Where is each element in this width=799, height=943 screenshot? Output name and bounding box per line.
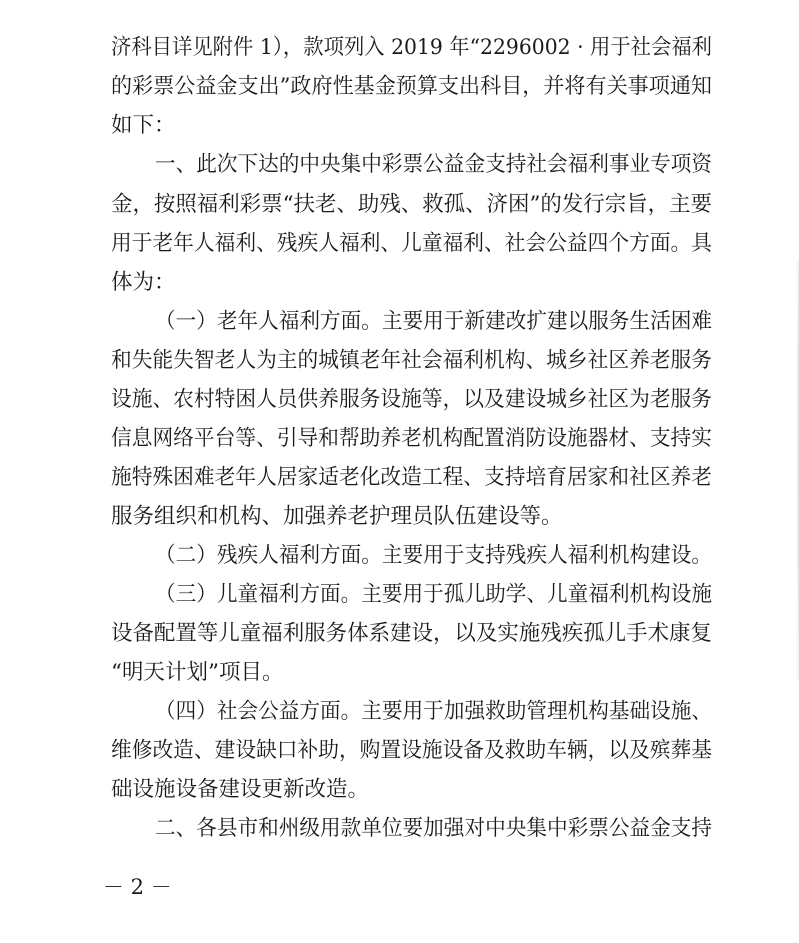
text-line-content: 一、此次下达的中央集中彩票公益金支持社会福利事业专项资 [155,152,713,177]
text-line-content: 济科目详见附件 1），款项列入 2019 年“2296002 · 用于社会福利 [111,35,713,60]
text-line-content: 和失能失智老人为主的城镇老年社会福利机构、城乡社区养老服务 [111,348,713,373]
page-number: － 2 － [103,875,172,899]
text-line-content: 金，按照福利彩票“扶老、助残、救孤、济困”的发行宗旨，主要 [111,192,712,217]
text-line-content: 的彩票公益金支出”政府性基金预算支出科目，并将有关事项通知 [111,74,712,99]
text-line-content: （一）老年人福利方面。主要用于新建改扩建以服务生活困难 [155,309,713,334]
text-line-content: 服务组织和机构、加强养老护理员队伍建设等。 [111,504,563,529]
text-line-content: 设备配置等儿童福利服务体系建设，以及实施残疾孤儿手术康复 [111,621,712,646]
text-line-content: 如下： [111,113,176,138]
text-line-content: 施特殊困难老年人居家适老化改造工程、支持培育居家和社区养老 [111,465,713,490]
text-line-content: 设施、农村特困人员供养服务设施等，以及建设城乡社区为老服务 [111,387,713,412]
text-line-content: 二、各县市和州级用款单位要加强对中央集中彩票公益金支持 [155,816,713,841]
text-line-content: 体为： [111,270,176,295]
text-line-content: “明天计划”项目。 [111,660,284,685]
text-line-content: （三）儿童福利方面。主要用于孤儿助学、儿童福利机构设施 [155,582,713,607]
text-line-content: （二）残疾人福利方面。主要用于支持残疾人福利机构建设。 [155,543,713,568]
text-line-content: （四）社会公益方面。主要用于加强救助管理机构基础设施、 [155,699,713,724]
text-line-content: 用于老年人福利、残疾人福利、儿童福利、社会公益四个方面。具 [111,231,713,256]
text-line-content: 础设施设备建设更新改造。 [111,777,370,802]
text-line-content: 信息网络平台等、引导和帮助养老机构配置消防设施器材、支持实 [111,426,713,451]
text-line-content: 维修改造、建设缺口补助，购置设施设备及救助车辆，以及殡葬基 [111,738,713,763]
